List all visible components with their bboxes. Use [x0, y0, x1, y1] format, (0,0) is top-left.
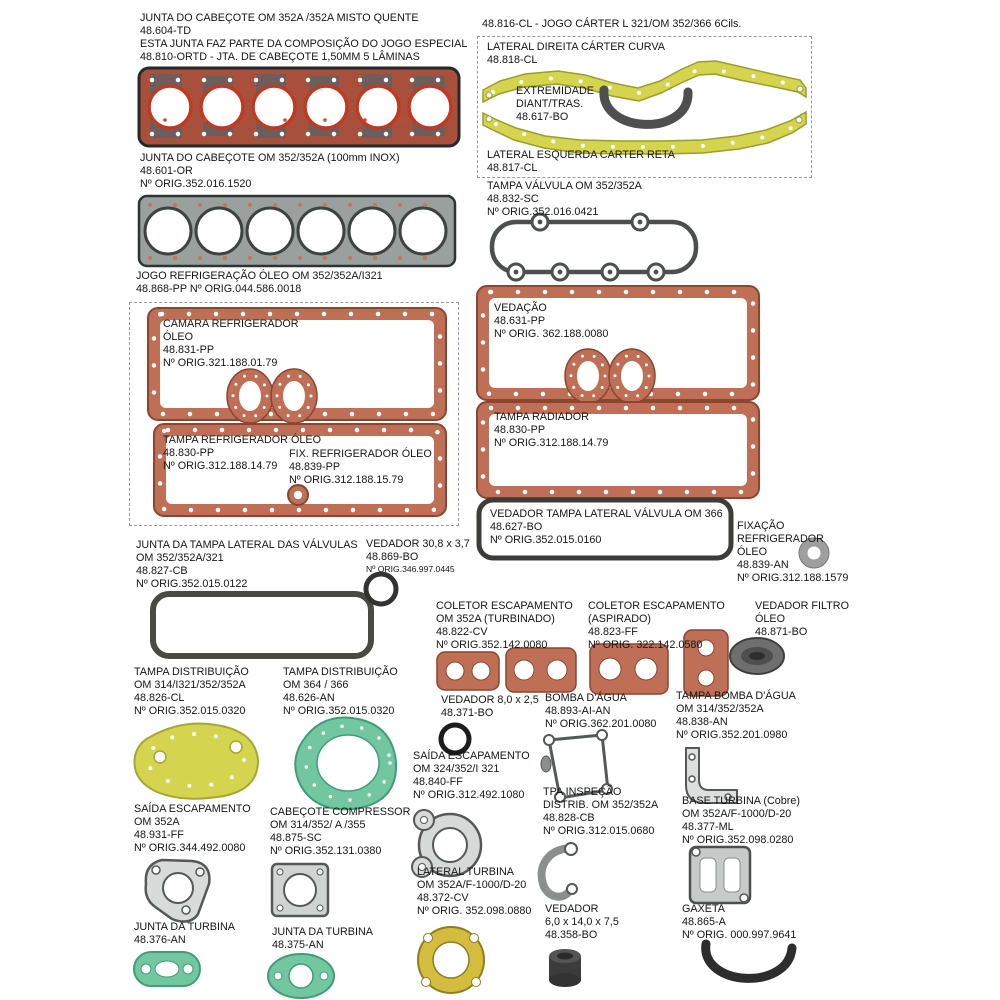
text-line: 48.839-PP — [289, 461, 341, 473]
text-line: 48.869-BO — [366, 551, 419, 563]
text-line: COLETOR ESCAPAMENTO — [588, 600, 725, 612]
text-line: SAÍDA ESCAPAMENTO — [413, 750, 530, 762]
vedacao-label — [494, 302, 608, 341]
text-line: 48.875-SC — [270, 832, 322, 844]
text-line: Nº ORIG.352.015.0320 — [283, 705, 395, 717]
text-line: 48.816-CL - JOGO CÁRTER L 321/OM 352/366 6Cils. — [482, 18, 742, 30]
text-line: VEDAÇÃO — [494, 302, 547, 314]
text-line: 48.818-CL — [487, 54, 538, 66]
text-line: ÓLEO — [737, 546, 768, 558]
text-line: TAMPA RADIADOR — [494, 411, 589, 423]
text-line: 48.893-AI-AN — [545, 705, 611, 717]
text-line: VEDADOR 8,0 x 2,5 — [441, 694, 539, 706]
coletor-turbinado-label — [436, 600, 573, 652]
head-gasket-misto-image — [139, 68, 459, 146]
text-line: JUNTA DO CABEÇOTE OM 352A /352A MISTO QUENTE — [140, 12, 419, 24]
text-line: Nº ORIG.312.188.1579 — [737, 572, 849, 584]
text-line: VEDADOR FILTRO — [755, 600, 849, 612]
text-line: 48.871-BO — [755, 626, 808, 638]
text-line: 48.828-CB — [543, 812, 595, 824]
tampa-bomba-dagua-label — [676, 690, 796, 742]
text-line: Nº ORIG.352.131.0380 — [270, 845, 382, 857]
tpa-inspecao-gasket-image — [542, 843, 577, 897]
text-line: 48.377-ML — [682, 821, 734, 833]
tpa-inspecao-label — [543, 786, 658, 838]
tampa-valvula-gasket-image — [492, 214, 696, 280]
text-line: 48.832-SC — [487, 193, 539, 205]
text-line: TAMPA BOMBA D'ÁGUA — [676, 690, 796, 702]
text-line: 48.931-FF — [134, 829, 184, 841]
text-line: 48.838-AN — [676, 716, 728, 728]
text-line: 48.371-BO — [441, 707, 494, 719]
base-turbina-label — [682, 795, 800, 847]
fix-refrigerador-label — [289, 448, 432, 487]
jogo-carter-header-label — [482, 18, 741, 31]
text-line: Nº ORIG.352.015.0122 — [136, 578, 248, 590]
cabecote-compressor-label — [270, 806, 410, 858]
base-turbina-gasket-image — [690, 847, 750, 903]
text-line: 48.604-TD — [140, 25, 192, 37]
text-line: 48.830-PP — [163, 447, 215, 459]
text-line: EXTREMIDADE — [516, 85, 594, 97]
gaxeta-label — [682, 903, 796, 942]
vedador-30-8-label — [366, 538, 470, 575]
text-line: Nº ORIG.352.016.1520 — [140, 178, 252, 190]
head-gasket-inox-image — [139, 196, 455, 266]
tampa-distribuicao-352-label — [134, 666, 249, 718]
text-line: Nº ORIG.312.188.15.79 — [289, 474, 404, 486]
vedador-8-0-oring-image — [441, 725, 469, 753]
text-line: Nº ORIG. 000.997.9641 — [682, 929, 797, 941]
text-line: GAXETA — [682, 903, 725, 915]
text-line: 48.868-PP Nº ORIG.044.586.0018 — [136, 283, 302, 295]
text-line: JUNTA DA TAMPA LATERAL DAS VÁLVULAS — [136, 539, 358, 551]
text-line: TAMPA DISTRIBUIÇÃO — [283, 666, 398, 678]
text-line: 48.810-ORTD - JTA. DE CABEÇOTE 1,50MM 5 LÂMINAS — [140, 51, 420, 63]
text-line: VEDADOR — [545, 903, 599, 915]
text-line: Nº ORIG.312.015.0680 — [543, 825, 655, 837]
text-line: OM 352A (TURBINADO) — [436, 613, 555, 625]
text-line: OM 324/352/I 321 — [413, 763, 500, 775]
text-line: 48.376-AN — [134, 934, 186, 946]
vedador-30-8-oring-image — [366, 574, 396, 604]
text-line: 48.822-CV — [436, 626, 488, 638]
text-line: Nº ORIG.346.997.0445 — [366, 564, 455, 574]
text-line: OM 314/352/ A /355 — [270, 819, 366, 831]
text-line: FIXAÇÃO — [737, 520, 785, 532]
text-line: 48.375-AN — [272, 939, 324, 951]
text-line: Nº ORIG.312.492.1080 — [413, 789, 525, 801]
text-line: TAMPA REFRIGERADOR ÓLEO — [163, 434, 321, 446]
text-line: Nº ORIG.352.016.0421 — [487, 206, 599, 218]
text-line: Nº ORIG.312.188.14.79 — [163, 460, 278, 472]
vedador-filtro-donut-image — [730, 638, 784, 674]
vedador-tampa-lateral-label — [490, 508, 723, 547]
text-line: 48.627-BO — [490, 521, 543, 533]
text-line: TPA INSPEÇÃO — [543, 786, 622, 798]
vedador-grommet-image — [549, 949, 581, 987]
text-line: COLETOR ESCAPAMENTO — [436, 600, 573, 612]
text-line: REFRIGERADOR — [737, 533, 824, 545]
junta-cabecote-inox-label — [140, 152, 400, 191]
text-line: 48.358-BO — [545, 929, 598, 941]
text-line: ESTA JUNTA FAZ PARTE DA COMPOSIÇÃO DO JOGO ESPECIAL — [140, 38, 468, 50]
saida-escapamento-352a-label — [134, 803, 251, 855]
extremidade-label — [516, 85, 594, 124]
text-line: Nº ORIG. 352.098.0880 — [417, 905, 532, 917]
coletor-aspirado-label — [588, 600, 725, 652]
text-line: OM 352A/F-1000/D-20 — [682, 808, 792, 820]
tampa-distribuicao-364-gasket-image — [295, 718, 396, 810]
text-line: OM 314/I321/352/352A — [134, 679, 246, 691]
text-line: Nº ORIG.352.015.0320 — [134, 705, 246, 717]
saida-escapamento-352a-gasket-image — [146, 860, 210, 922]
text-line: Nº ORIG. 362.188.0080 — [494, 328, 609, 340]
lateral-turbina-gasket-image — [418, 927, 484, 993]
lateral-direita-label — [487, 41, 665, 67]
text-line: 48.823-FF — [588, 626, 638, 638]
junta-tampa-lateral-label — [136, 539, 358, 591]
text-line: LATERAL DIREITA CÁRTER CURVA — [487, 41, 665, 53]
saida-escapamento-324-label — [413, 750, 530, 802]
text-line: Nº ORIG.312.188.14.79 — [494, 437, 609, 449]
text-line: CAMARA REFRIGERADOR — [163, 318, 299, 330]
junta-turbina-376-label — [134, 921, 235, 947]
junta-turbina-376-gasket-image — [134, 952, 200, 986]
tampa-distribuicao-352-gasket-image — [134, 724, 258, 799]
text-line: SAÍDA ESCAPAMENTO — [134, 803, 251, 815]
text-line: 48.817-CL — [487, 162, 538, 174]
text-line: 48.601-OR — [140, 165, 193, 177]
text-line: CABEÇOTE COMPRESSOR — [270, 806, 411, 818]
text-line: Nº ORIG.352.015.0160 — [490, 534, 602, 546]
text-line: JOGO REFRIGERAÇÃO ÓLEO OM 352/352A/I321 — [136, 270, 383, 282]
text-line: JUNTA DO CABEÇOTE OM 352/352A (100mm INOX) — [140, 152, 400, 164]
vedador-filtro-label — [755, 600, 849, 639]
text-line: 48.631-PP — [494, 315, 546, 327]
text-line: OM 364 / 366 — [283, 679, 349, 691]
tampa-distribuicao-364-label — [283, 666, 398, 718]
text-line: JUNTA DA TURBINA — [134, 921, 235, 933]
text-line: JUNTA DA TURBINA — [272, 926, 373, 938]
lateral-esquerda-label — [487, 149, 675, 175]
text-line: VEDADOR 30,8 x 3,7 — [366, 538, 470, 550]
text-line: 48.839-AN — [737, 559, 789, 571]
junta-cabecote-misto-label — [140, 12, 467, 64]
text-line: Nº ORIG.352.201.0980 — [676, 729, 788, 741]
tampa-radiador-label — [494, 411, 608, 450]
text-line: Nº ORIG.352.098.0280 — [682, 834, 794, 846]
text-line: Nº ORIG.344.492.0080 — [134, 842, 246, 854]
text-line: 48.372-CV — [417, 892, 469, 904]
text-line: 48.617-BO — [516, 111, 569, 123]
text-line: TAMPA VÁLVULA OM 352/352A — [487, 180, 642, 192]
text-line: 48.840-FF — [413, 776, 463, 788]
text-line: TAMPA DISTRIBUIÇÃO — [134, 666, 249, 678]
text-line: ÓLEO — [163, 331, 194, 343]
text-line: Nº ORIG.362.201.0080 — [545, 718, 657, 730]
text-line: BOMBA D'ÁGUA — [545, 692, 627, 704]
lateral-turbina-label — [417, 866, 531, 918]
text-line: Nº ORIG.321.188.01.79 — [163, 357, 278, 369]
text-line: OM 352A — [134, 816, 180, 828]
bomba-dagua-label — [545, 692, 656, 731]
text-line: ÓLEO — [755, 613, 786, 625]
text-line: DISTRIB. OM 352/352A — [543, 799, 659, 811]
text-line: 6,0 x 14,0 x 7,5 — [545, 916, 619, 928]
junta-tampa-lateral-gasket-image — [153, 594, 371, 656]
junta-turbina-375-label — [272, 926, 373, 952]
text-line: LATERAL ESQUERDA CARTER RETA — [487, 149, 675, 161]
cabecote-compressor-gasket-image — [272, 864, 328, 916]
fixacao-refrigerador-label — [737, 520, 848, 585]
text-line: Nº ORIG.352.142.0080 — [436, 639, 548, 651]
text-line: 48.830-PP — [494, 424, 546, 436]
text-line: DIANT/TRAS. — [516, 98, 584, 110]
junta-turbina-375-gasket-image — [268, 954, 334, 998]
jogo-refrigeracao-label — [136, 270, 383, 296]
text-line: 48.826-CL — [134, 692, 185, 704]
text-line: (ASPIRADO) — [588, 613, 651, 625]
text-line: 48.831-PP — [163, 344, 215, 356]
text-line: OM 314/352/352A — [676, 703, 764, 715]
text-line: 48.626-AN — [283, 692, 335, 704]
text-line: Nº ORIG. 322.142.0580 — [588, 639, 703, 651]
text-line: 48.827-CB — [136, 565, 188, 577]
vedador-6-0-label — [545, 903, 619, 942]
text-line: OM 352A/F-1000/D-20 — [417, 879, 527, 891]
text-line: OM 352/352A/321 — [136, 552, 224, 564]
text-line: LATERAL TURBINA — [417, 866, 514, 878]
tampa-valvula-label — [487, 180, 642, 219]
text-line: FIX. REFRIGERADOR ÓLEO — [289, 448, 432, 460]
gaxeta-image — [706, 944, 792, 978]
coletor-turbinado-gasket-image — [437, 648, 576, 692]
text-line: 48.865-A — [682, 916, 726, 928]
text-line: VEDADOR TAMPA LATERAL VÁLVULA OM 366 — [490, 508, 723, 520]
camara-refrigerador-label — [163, 318, 299, 370]
text-line: BASE TURBINA (Cobre) — [682, 795, 801, 807]
vedador-8-0-label — [441, 694, 539, 720]
